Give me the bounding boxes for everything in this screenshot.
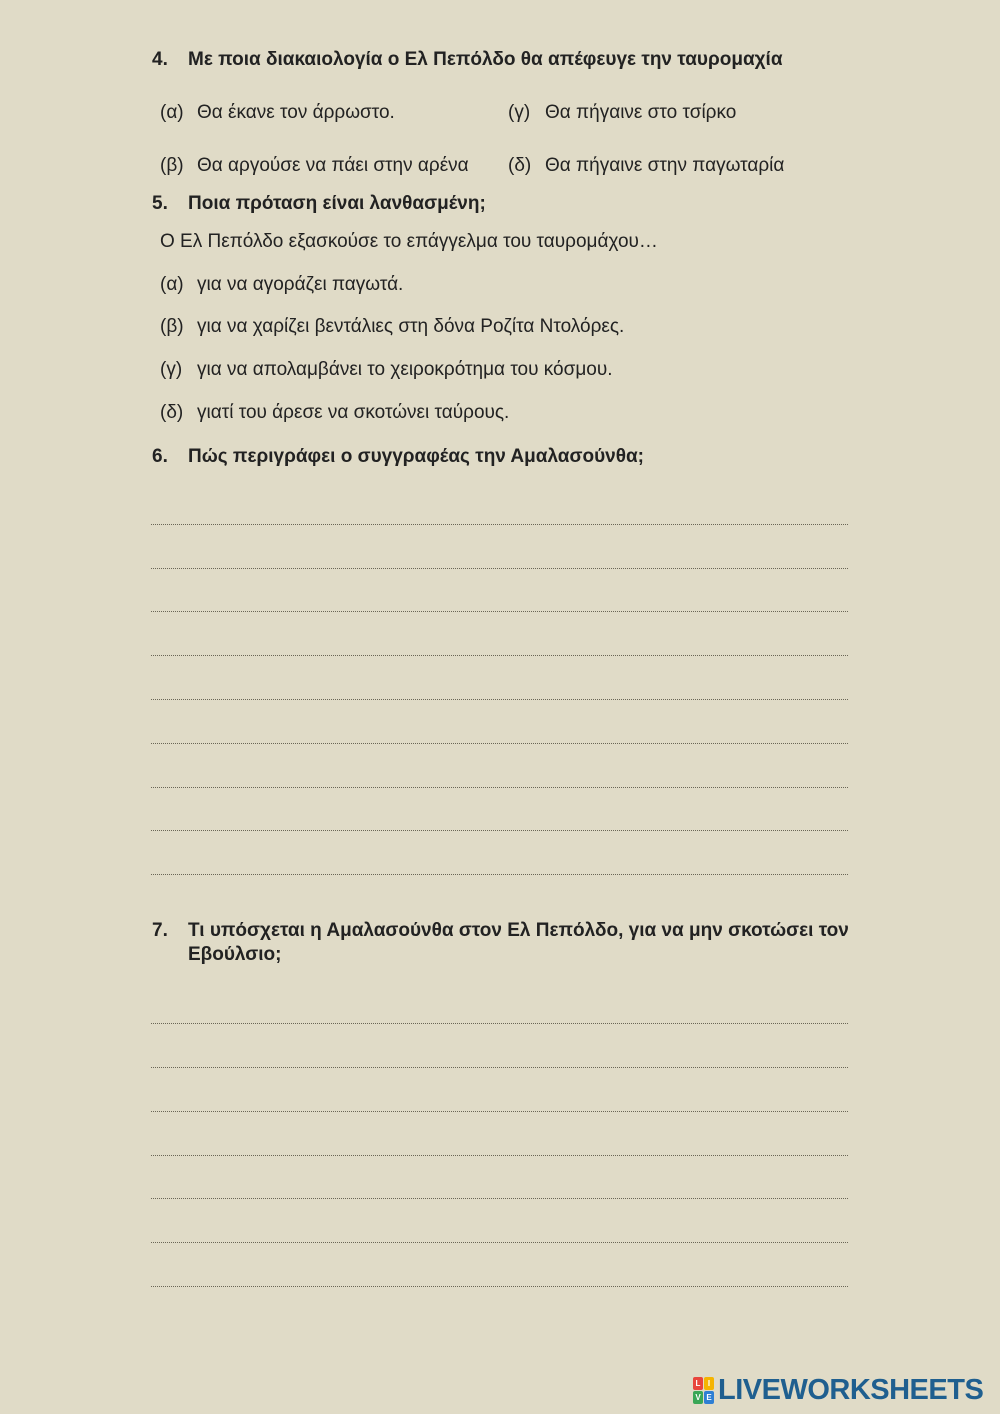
logo-icon-tile: I [704,1377,714,1390]
option-text: για να αγοράζει παγωτά. [197,274,404,295]
option-5d[interactable] [160,401,509,425]
answer-line-q7[interactable] [151,1023,848,1024]
answer-line-q7[interactable] [151,1111,848,1112]
option-text: Θα αργούσε να πάει στην αρένα [197,155,469,176]
option-5c[interactable] [160,358,613,382]
answer-line-q6[interactable] [151,787,848,788]
answer-line-q7[interactable] [151,1067,848,1068]
answer-line-q6[interactable] [151,874,848,875]
logo-icon-tile: V [693,1391,703,1404]
answer-line-q6[interactable] [151,655,848,656]
option-label: (β) [160,316,184,337]
option-text: Θα πήγαινε στην παγωταρία [545,155,785,176]
answer-line-q6[interactable] [151,524,848,525]
option-label: (δ) [160,402,184,423]
option-text: για να απολαμβάνει το χειροκρότημα του κόσμου. [197,359,613,380]
question-text: Με ποια διακαιολογία ο Ελ Πεπόλδο θα απέφευγε την ταυρομαχία [188,49,783,70]
question-number: 7. [152,920,168,941]
liveworksheets-logo [693,1373,984,1406]
question-number: 4. [152,49,168,70]
option-text: Θα έκανε τον άρρωστο. [197,102,395,123]
answer-line-q7[interactable] [151,1198,848,1199]
option-label: (β) [160,155,184,176]
option-text: γιατί του άρεσε να σκοτώνει ταύρους. [197,402,510,423]
option-label: (α) [160,102,184,123]
question-6 [152,445,852,469]
option-text: Θα πήγαινε στο τσίρκο [545,102,737,123]
question-text: Πώς περιγράφει ο συγγραφέας την Αμαλασούνθα; [188,446,644,467]
question-5 [152,192,852,216]
option-4a[interactable] [160,101,395,125]
option-label: (γ) [508,102,531,123]
logo-icon-tile: L [693,1377,703,1390]
answer-line-q6[interactable] [151,611,848,612]
question-text: Τι υπόσχεται η Αμαλασούνθα στον Ελ Πεπόλδο, για να μην σκοτώσει τον Εβούλσιο; [188,920,849,965]
logo-icon [693,1377,714,1404]
option-5b[interactable] [160,315,624,339]
option-5a[interactable] [160,273,403,297]
question-7 [152,919,852,967]
answer-line-q6[interactable] [151,830,848,831]
option-4b[interactable] [160,154,469,178]
question-text: Ποια πρόταση είναι λανθασμένη; [188,193,486,214]
answer-line-q7[interactable] [151,1155,848,1156]
question-4 [152,48,852,72]
question-5-intro: Ο Ελ Πεπόλδο εξασκούσε το επάγγελμα του ταυρομάχου… [160,231,658,252]
answer-line-q7[interactable] [151,1286,848,1287]
answer-line-q7[interactable] [151,1242,848,1243]
answer-line-q6[interactable] [151,699,848,700]
option-4c[interactable] [508,101,736,125]
option-label: (α) [160,274,184,295]
question-number: 5. [152,193,168,214]
question-number: 6. [152,446,168,467]
answer-line-q6[interactable] [151,568,848,569]
option-label: (γ) [160,359,183,380]
option-text: για να χαρίζει βεντάλιες στη δόνα Ροζίτα Ντολόρες. [197,316,625,337]
logo-text: LIVEWORKSHEETS [718,1373,984,1406]
logo-icon-tile: E [704,1391,714,1404]
answer-line-q6[interactable] [151,743,848,744]
option-4d[interactable] [508,154,784,178]
option-label: (δ) [508,155,532,176]
